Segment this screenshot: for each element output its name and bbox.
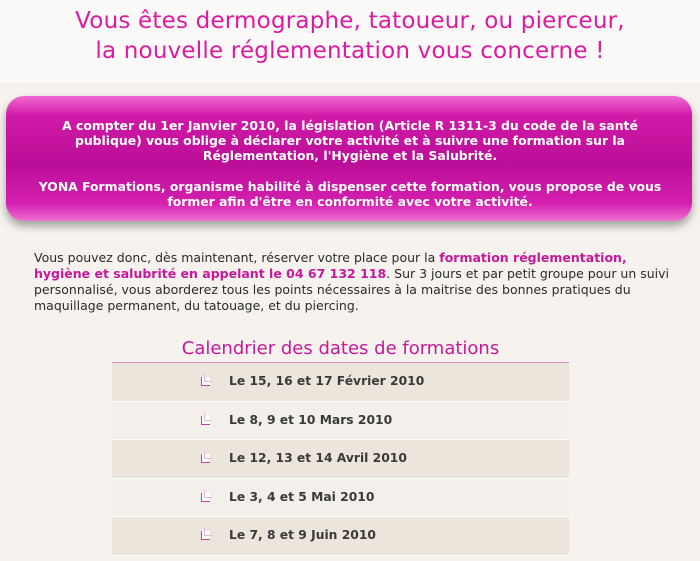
formation-phone-highlight: formation réglementation, hygiène et salubrité en appelant le 04 67 132 118 <box>34 250 627 281</box>
intro-paragraph <box>34 250 674 314</box>
calendar-title: Calendrier des dates de formations <box>181 338 500 359</box>
header <box>0 0 700 82</box>
date-row <box>112 479 569 518</box>
banner-paragraph-legislation: A compter du 1er Janvier 2010, la législation (Article R 1311-3 du code de la santé publique) vous oblige à déclarer votre activité et à suivre une formation sur la Réglementation, l'Hygiène et la Salubrité. <box>62 118 638 164</box>
date-row <box>112 363 569 402</box>
date-label: Le 3, 4 et 5 Mai 2010 <box>229 489 375 504</box>
date-row <box>112 440 569 479</box>
intro-text-end: . Sur 3 jours et par petit groupe pour un suivi personnalisé, vous aborderez tous les points nécessaires à la maitrise des bonnes pratiques du maquillage permanent, du tatouage, et du piercing. <box>34 266 670 313</box>
info-banner <box>6 96 692 221</box>
date-label: Le 12, 13 et 14 Avril 2010 <box>229 451 407 466</box>
intro-text-start: Vous pouvez donc, dès maintenant, réserver votre place pour la <box>34 250 440 265</box>
page-title-line2: la nouvelle réglementation vous concerne ! <box>95 38 605 64</box>
corner-bracket-icon <box>201 416 210 425</box>
date-row <box>112 402 569 441</box>
date-label: Le 8, 9 et 10 Mars 2010 <box>229 412 393 427</box>
calendar-dates-list <box>112 363 569 556</box>
page-title-line1: Vous êtes dermographe, tatoueur, ou pierceur, <box>75 8 625 34</box>
info-banner-text <box>30 118 670 209</box>
corner-bracket-icon <box>201 377 210 386</box>
page-title <box>0 6 700 66</box>
date-label: Le 7, 8 et 9 Juin 2010 <box>229 528 376 543</box>
date-label: Le 15, 16 et 17 Février 2010 <box>229 374 425 388</box>
corner-bracket-icon <box>201 493 210 502</box>
corner-bracket-icon <box>201 531 210 540</box>
date-row <box>112 517 569 556</box>
banner-paragraph-yona: YONA Formations, organisme habilité à dispenser cette formation, vous propose de vous former afin d'être en conformité avec votre activité. <box>38 178 662 209</box>
corner-bracket-icon <box>201 454 210 463</box>
